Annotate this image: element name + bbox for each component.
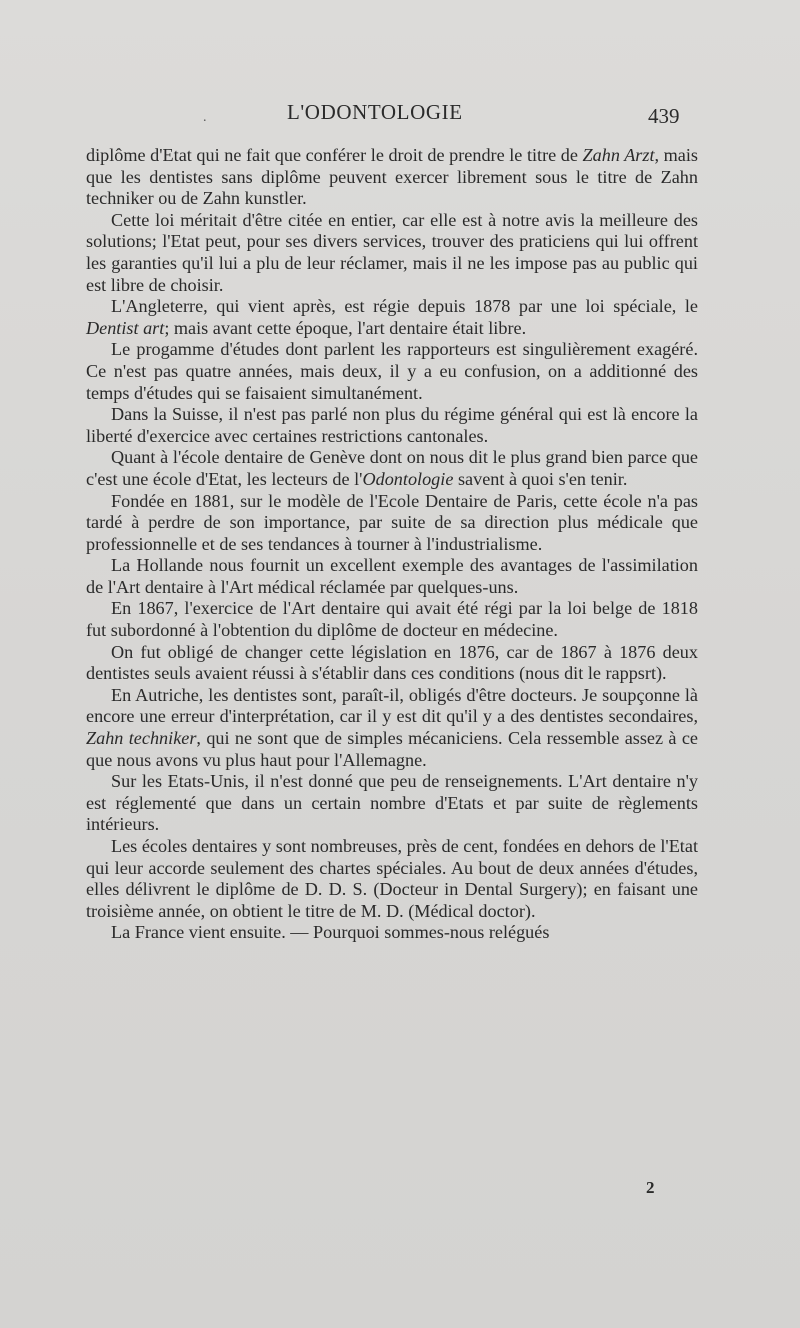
- running-header: [0, 100, 800, 130]
- italic-text: Zahn Arzt: [582, 145, 655, 165]
- text-run: La Hollande nous fournit un excellent exemple des avantages de l'assimilation de l'Art dentaire à l'Art médical réclamée par quelques-uns.: [86, 555, 698, 597]
- paragraph: [86, 491, 698, 556]
- paragraph: [86, 555, 698, 598]
- paragraph: [86, 404, 698, 447]
- text-run: Le progamme d'études dont parlent les rapporteurs est singulièrement exagéré. Ce n'est pas quatre années, mais deux, il y a eu confusion, on a additionné des temps d'études qui se faisaient simultanément.: [86, 339, 698, 403]
- text-run: L'Angleterre, qui vient après, est régie depuis 1878 par une loi spéciale, le: [111, 296, 698, 317]
- paragraph: [86, 771, 698, 836]
- text-run: diplôme d'Etat qui ne fait que conférer le droit de prendre le titre de: [86, 145, 583, 165]
- text-run: Cette loi méritait d'être citée en entier, car elle est à notre avis la meilleure des solutions; l'Etat peut, pour ses divers services, trouver des praticiens qui lui offrent les garanties qu'il lui a plu de leur réclamer, mais il ne les impose pas au public qui est libre de choisir.: [86, 209, 698, 295]
- paragraph: [86, 447, 698, 490]
- text-run: En Autriche, les dentistes sont, paraît-il, obligés d'être docteurs. Je soupçonne là encore une erreur d'interprétation, car il y est dit qu'il y a des dentistes secondaires,: [86, 684, 698, 727]
- text-run: , qui ne sont que de simples mécaniciens. Cela ressemble assez à ce que nous avons vu plus haut pour l'Allemagne.: [86, 728, 699, 770]
- text-run: Sur les Etats-Unis, il n'est donné que peu de renseignements. L'Art dentaire n'y est réglementé que dans un certain nombre d'Etats et par suite de règlements intérieurs.: [86, 771, 698, 835]
- paragraph: [86, 598, 698, 641]
- paragraph: [86, 685, 698, 771]
- text-run: , mais que les dentistes sans diplôme peuvent exercer librement sous le titre de Zahn techniker ou de Zahn kunstler.: [86, 145, 698, 209]
- italic-text: Zahn techniker: [86, 728, 197, 749]
- text-run: Quant à l'école dentaire de Genève dont on nous dit le plus grand bien parce que c'est une école d'Etat, les lecteurs de l': [86, 447, 698, 489]
- signature-mark: 2: [646, 1178, 655, 1197]
- text-run: ; mais avant cette époque, l'art dentaire était libre.: [164, 317, 527, 338]
- header-dot: .: [203, 110, 207, 125]
- paragraph: [86, 339, 698, 404]
- italic-text: Odontologie: [362, 468, 454, 489]
- italic-text: Dentist art: [86, 317, 165, 338]
- paragraph: [86, 642, 698, 685]
- paragraph: [86, 296, 698, 339]
- page-number: 439: [648, 104, 680, 128]
- text-run: Les écoles dentaires y sont nombreuses, près de cent, fondées en dehors de l'Etat qui leur accorde seulement des chartes spéciales. Au bout de deux années d'études, elles délivrent le diplôme de D. D. S. (Docteur in Dental Surgery); en faisant une troisième année, on obtient le titre de M. D. (Médical doctor).: [86, 836, 698, 921]
- text-run: On fut obligé de changer cette législation en 1876, car de 1867 à 1876 deux dentistes seuls avaient réussi à s'établir dans ces conditions (nous dit le rappsrt).: [86, 641, 698, 684]
- paragraph: [86, 145, 698, 210]
- text-run: La France vient ensuite. — Pourquoi sommes-nous relégués: [111, 922, 550, 943]
- paragraph: [86, 836, 698, 922]
- page-title: L'ODONTOLOGIE: [287, 100, 463, 124]
- paragraph: [86, 922, 698, 944]
- text-run: En 1867, l'exercice de l'Art dentaire qui avait été régi par la loi belge de 1818 fut subordonné à l'obtention du diplôme de docteur en médecine.: [86, 598, 698, 641]
- text-run: Fondée en 1881, sur le modèle de l'Ecole Dentaire de Paris, cette école n'a pas tardé à perdre de son importance, par suite de sa direction plus médicale que professionnelle et de ses tendances à tourner à l'industrialisme.: [86, 490, 698, 554]
- text-run: savent à quoi s'en tenir.: [453, 468, 628, 489]
- paragraph: [86, 210, 698, 296]
- body-text: [86, 145, 698, 944]
- text-run: Dans la Suisse, il n'est pas parlé non plus du régime général qui est là encore la liberté d'exercice avec certaines restrictions cantonales.: [86, 404, 698, 446]
